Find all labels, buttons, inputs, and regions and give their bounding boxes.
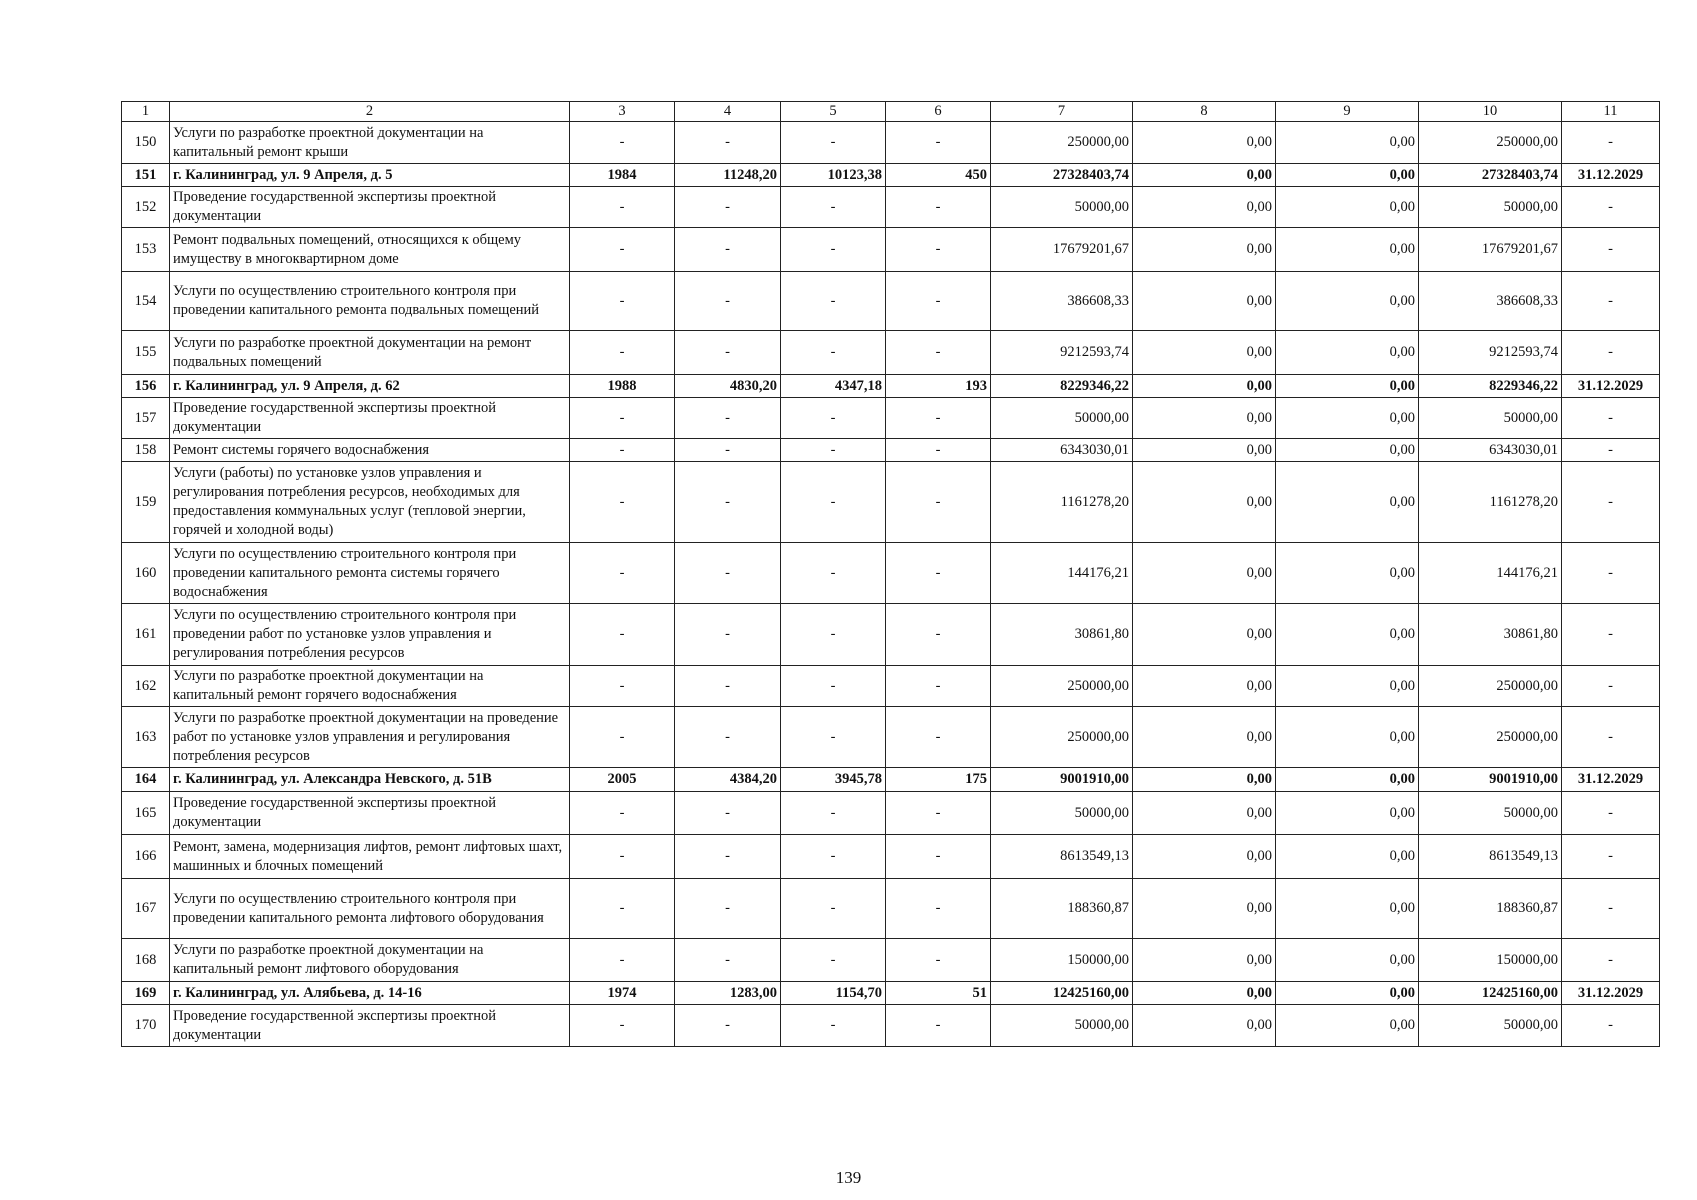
- description-cell: Услуги по осуществлению строительного контроля при проведении капитального ремонта системы горячего водоснабжения: [170, 543, 570, 604]
- header-cell: 11: [1562, 102, 1660, 122]
- year-cell: -: [570, 398, 675, 439]
- cost-col8-cell: 0,00: [1133, 462, 1276, 543]
- area-total-cell: -: [675, 462, 781, 543]
- total-cost-cell: 27328403,74: [991, 164, 1133, 187]
- description-cell: Услуги по разработке проектной документации на капитальный ремонт лифтового оборудования: [170, 939, 570, 982]
- deadline-cell: -: [1562, 604, 1660, 666]
- cost-col10-cell: 50000,00: [1419, 1005, 1562, 1047]
- description-cell: Проведение государственной экспертизы проектной документации: [170, 187, 570, 228]
- header-cell: 5: [781, 102, 886, 122]
- cost-col8-cell: 0,00: [1133, 792, 1276, 835]
- total-cost-cell: 50000,00: [991, 398, 1133, 439]
- cost-col8-cell: 0,00: [1133, 982, 1276, 1005]
- deadline-cell: -: [1562, 398, 1660, 439]
- deadline-cell: 31.12.2029: [1562, 375, 1660, 398]
- year-cell: -: [570, 666, 675, 707]
- area-total-cell: -: [675, 122, 781, 164]
- row-number-cell: 167: [122, 879, 170, 939]
- header-cell: 9: [1276, 102, 1419, 122]
- cost-col9-cell: 0,00: [1276, 462, 1419, 543]
- row-number-cell: 168: [122, 939, 170, 982]
- cost-col10-cell: 50000,00: [1419, 398, 1562, 439]
- cost-col10-cell: 8229346,22: [1419, 375, 1562, 398]
- cost-col10-cell: 50000,00: [1419, 187, 1562, 228]
- cost-col9-cell: 0,00: [1276, 1005, 1419, 1047]
- year-cell: -: [570, 187, 675, 228]
- area-living-cell: -: [781, 398, 886, 439]
- cost-col10-cell: 50000,00: [1419, 792, 1562, 835]
- deadline-cell: -: [1562, 439, 1660, 462]
- deadline-cell: -: [1562, 666, 1660, 707]
- year-cell: -: [570, 331, 675, 375]
- area-total-cell: -: [675, 439, 781, 462]
- residents-cell: -: [886, 398, 991, 439]
- cost-col8-cell: 0,00: [1133, 272, 1276, 331]
- work-item-row: [122, 462, 1660, 543]
- residents-cell: -: [886, 835, 991, 879]
- work-item-row: [122, 439, 1660, 462]
- residents-cell: -: [886, 122, 991, 164]
- residents-cell: -: [886, 939, 991, 982]
- total-cost-cell: 188360,87: [991, 879, 1133, 939]
- area-total-cell: -: [675, 543, 781, 604]
- cost-col10-cell: 9001910,00: [1419, 768, 1562, 792]
- area-total-cell: -: [675, 707, 781, 768]
- year-cell: -: [570, 835, 675, 879]
- work-item-row: [122, 666, 1660, 707]
- cost-col8-cell: 0,00: [1133, 375, 1276, 398]
- residents-cell: 450: [886, 164, 991, 187]
- row-number-cell: 151: [122, 164, 170, 187]
- work-item-row: [122, 187, 1660, 228]
- description-cell: Проведение государственной экспертизы проектной документации: [170, 398, 570, 439]
- description-cell: Услуги по осуществлению строительного контроля при проведении капитального ремонта подвальных помещений: [170, 272, 570, 331]
- deadline-cell: -: [1562, 331, 1660, 375]
- cost-col10-cell: 386608,33: [1419, 272, 1562, 331]
- area-total-cell: -: [675, 835, 781, 879]
- row-number-cell: 153: [122, 228, 170, 272]
- residents-cell: -: [886, 792, 991, 835]
- cost-col8-cell: 0,00: [1133, 164, 1276, 187]
- total-cost-cell: 50000,00: [991, 1005, 1133, 1047]
- cost-col10-cell: 250000,00: [1419, 122, 1562, 164]
- deadline-cell: -: [1562, 122, 1660, 164]
- deadline-cell: -: [1562, 543, 1660, 604]
- work-item-row: [122, 122, 1660, 164]
- header-cell: 2: [170, 102, 570, 122]
- area-living-cell: -: [781, 122, 886, 164]
- year-cell: 1984: [570, 164, 675, 187]
- cost-col10-cell: 6343030,01: [1419, 439, 1562, 462]
- row-number-cell: 159: [122, 462, 170, 543]
- deadline-cell: -: [1562, 835, 1660, 879]
- header-cell: 7: [991, 102, 1133, 122]
- description-cell: Ремонт подвальных помещений, относящихся к общему имуществу в многоквартирном доме: [170, 228, 570, 272]
- cost-col8-cell: 0,00: [1133, 122, 1276, 164]
- area-living-cell: -: [781, 879, 886, 939]
- residents-cell: 175: [886, 768, 991, 792]
- deadline-cell: 31.12.2029: [1562, 982, 1660, 1005]
- year-cell: -: [570, 1005, 675, 1047]
- cost-col10-cell: 144176,21: [1419, 543, 1562, 604]
- deadline-cell: -: [1562, 228, 1660, 272]
- row-number-cell: 166: [122, 835, 170, 879]
- area-living-cell: 4347,18: [781, 375, 886, 398]
- area-living-cell: -: [781, 835, 886, 879]
- row-number-cell: 164: [122, 768, 170, 792]
- row-number-cell: 152: [122, 187, 170, 228]
- row-number-cell: 165: [122, 792, 170, 835]
- deadline-cell: -: [1562, 1005, 1660, 1047]
- cost-col9-cell: 0,00: [1276, 768, 1419, 792]
- cost-col10-cell: 250000,00: [1419, 666, 1562, 707]
- cost-col9-cell: 0,00: [1276, 879, 1419, 939]
- total-cost-cell: 150000,00: [991, 939, 1133, 982]
- description-cell: Проведение государственной экспертизы проектной документации: [170, 1005, 570, 1047]
- total-cost-cell: 9001910,00: [991, 768, 1133, 792]
- description-cell: Ремонт, замена, модернизация лифтов, ремонт лифтовых шахт, машинных и блочных помещений: [170, 835, 570, 879]
- area-living-cell: -: [781, 272, 886, 331]
- work-plan-table: [121, 101, 1660, 1047]
- year-cell: -: [570, 792, 675, 835]
- area-total-cell: -: [675, 604, 781, 666]
- cost-col9-cell: 0,00: [1276, 439, 1419, 462]
- cost-col8-cell: 0,00: [1133, 543, 1276, 604]
- residents-cell: -: [886, 1005, 991, 1047]
- row-number-cell: 163: [122, 707, 170, 768]
- work-item-row: [122, 792, 1660, 835]
- work-item-row: [122, 272, 1660, 331]
- area-total-cell: -: [675, 398, 781, 439]
- total-cost-cell: 250000,00: [991, 666, 1133, 707]
- total-cost-cell: 12425160,00: [991, 982, 1133, 1005]
- area-living-cell: -: [781, 792, 886, 835]
- area-total-cell: -: [675, 666, 781, 707]
- area-living-cell: -: [781, 543, 886, 604]
- year-cell: 1988: [570, 375, 675, 398]
- total-cost-cell: 250000,00: [991, 122, 1133, 164]
- cost-col10-cell: 250000,00: [1419, 707, 1562, 768]
- area-living-cell: -: [781, 462, 886, 543]
- total-cost-cell: 50000,00: [991, 187, 1133, 228]
- year-cell: -: [570, 707, 675, 768]
- description-cell: Услуги по разработке проектной документации на ремонт подвальных помещений: [170, 331, 570, 375]
- residents-cell: -: [886, 604, 991, 666]
- header-cell: 6: [886, 102, 991, 122]
- row-number-cell: 158: [122, 439, 170, 462]
- column-number-header-row: [122, 102, 1660, 122]
- cost-col9-cell: 0,00: [1276, 398, 1419, 439]
- cost-col9-cell: 0,00: [1276, 939, 1419, 982]
- row-number-cell: 169: [122, 982, 170, 1005]
- cost-col8-cell: 0,00: [1133, 398, 1276, 439]
- description-cell: Услуги по осуществлению строительного контроля при проведении капитального ремонта лифтового оборудования: [170, 879, 570, 939]
- address-row: [122, 375, 1660, 398]
- deadline-cell: -: [1562, 462, 1660, 543]
- area-living-cell: -: [781, 228, 886, 272]
- residents-cell: -: [886, 228, 991, 272]
- cost-col9-cell: 0,00: [1276, 792, 1419, 835]
- description-cell: Ремонт системы горячего водоснабжения: [170, 439, 570, 462]
- total-cost-cell: 17679201,67: [991, 228, 1133, 272]
- cost-col10-cell: 150000,00: [1419, 939, 1562, 982]
- header-cell: 1: [122, 102, 170, 122]
- area-living-cell: -: [781, 604, 886, 666]
- cost-col8-cell: 0,00: [1133, 331, 1276, 375]
- residents-cell: -: [886, 462, 991, 543]
- area-total-cell: -: [675, 331, 781, 375]
- cost-col8-cell: 0,00: [1133, 187, 1276, 228]
- year-cell: 1974: [570, 982, 675, 1005]
- description-cell: Услуги по осуществлению строительного контроля при проведении работ по установке узлов управления и регулирования потребления ресурсов: [170, 604, 570, 666]
- total-cost-cell: 1161278,20: [991, 462, 1133, 543]
- area-total-cell: -: [675, 187, 781, 228]
- row-number-cell: 154: [122, 272, 170, 331]
- residents-cell: 193: [886, 375, 991, 398]
- description-cell: Услуги по разработке проектной документации на проведение работ по установке узлов управления и регулирования потребления ресурсов: [170, 707, 570, 768]
- cost-col9-cell: 0,00: [1276, 543, 1419, 604]
- work-item-row: [122, 543, 1660, 604]
- description-cell: г. Калининград, ул. Александра Невского, д. 51В: [170, 768, 570, 792]
- cost-col10-cell: 27328403,74: [1419, 164, 1562, 187]
- row-number-cell: 157: [122, 398, 170, 439]
- area-living-cell: -: [781, 439, 886, 462]
- cost-col8-cell: 0,00: [1133, 939, 1276, 982]
- address-row: [122, 982, 1660, 1005]
- cost-col9-cell: 0,00: [1276, 666, 1419, 707]
- address-row: [122, 768, 1660, 792]
- cost-col9-cell: 0,00: [1276, 982, 1419, 1005]
- table-body: [122, 102, 1660, 1047]
- year-cell: -: [570, 439, 675, 462]
- cost-col10-cell: 30861,80: [1419, 604, 1562, 666]
- cost-col10-cell: 17679201,67: [1419, 228, 1562, 272]
- area-living-cell: -: [781, 939, 886, 982]
- work-item-row: [122, 707, 1660, 768]
- work-item-row: [122, 228, 1660, 272]
- residents-cell: -: [886, 331, 991, 375]
- total-cost-cell: 50000,00: [991, 792, 1133, 835]
- work-item-row: [122, 604, 1660, 666]
- residents-cell: -: [886, 187, 991, 228]
- area-total-cell: -: [675, 792, 781, 835]
- description-cell: г. Калининград, ул. 9 Апреля, д. 62: [170, 375, 570, 398]
- header-cell: 3: [570, 102, 675, 122]
- cost-col8-cell: 0,00: [1133, 707, 1276, 768]
- residents-cell: -: [886, 666, 991, 707]
- page-number: 139: [835, 1168, 862, 1187]
- work-item-row: [122, 879, 1660, 939]
- year-cell: -: [570, 939, 675, 982]
- cost-col8-cell: 0,00: [1133, 1005, 1276, 1047]
- deadline-cell: -: [1562, 187, 1660, 228]
- row-number-cell: 162: [122, 666, 170, 707]
- area-living-cell: -: [781, 1005, 886, 1047]
- total-cost-cell: 250000,00: [991, 707, 1133, 768]
- residents-cell: -: [886, 543, 991, 604]
- deadline-cell: -: [1562, 707, 1660, 768]
- cost-col10-cell: 8613549,13: [1419, 835, 1562, 879]
- deadline-cell: -: [1562, 879, 1660, 939]
- total-cost-cell: 30861,80: [991, 604, 1133, 666]
- total-cost-cell: 9212593,74: [991, 331, 1133, 375]
- year-cell: -: [570, 122, 675, 164]
- cost-col9-cell: 0,00: [1276, 707, 1419, 768]
- year-cell: 2005: [570, 768, 675, 792]
- cost-col9-cell: 0,00: [1276, 331, 1419, 375]
- row-number-cell: 156: [122, 375, 170, 398]
- cost-col8-cell: 0,00: [1133, 604, 1276, 666]
- year-cell: -: [570, 604, 675, 666]
- work-item-row: [122, 1005, 1660, 1047]
- work-item-row: [122, 939, 1660, 982]
- residents-cell: 51: [886, 982, 991, 1005]
- header-cell: 10: [1419, 102, 1562, 122]
- cost-col8-cell: 0,00: [1133, 835, 1276, 879]
- cost-col9-cell: 0,00: [1276, 835, 1419, 879]
- area-living-cell: -: [781, 666, 886, 707]
- cost-col9-cell: 0,00: [1276, 164, 1419, 187]
- area-total-cell: 4830,20: [675, 375, 781, 398]
- area-living-cell: -: [781, 187, 886, 228]
- description-cell: г. Калининград, ул. Алябьева, д. 14-16: [170, 982, 570, 1005]
- area-total-cell: 4384,20: [675, 768, 781, 792]
- deadline-cell: 31.12.2029: [1562, 768, 1660, 792]
- residents-cell: -: [886, 707, 991, 768]
- header-cell: 8: [1133, 102, 1276, 122]
- cost-col10-cell: 1161278,20: [1419, 462, 1562, 543]
- address-row: [122, 164, 1660, 187]
- deadline-cell: -: [1562, 792, 1660, 835]
- year-cell: -: [570, 272, 675, 331]
- cost-col8-cell: 0,00: [1133, 439, 1276, 462]
- header-cell: 4: [675, 102, 781, 122]
- work-item-row: [122, 835, 1660, 879]
- cost-col9-cell: 0,00: [1276, 375, 1419, 398]
- cost-col9-cell: 0,00: [1276, 122, 1419, 164]
- row-number-cell: 160: [122, 543, 170, 604]
- total-cost-cell: 8229346,22: [991, 375, 1133, 398]
- area-living-cell: 3945,78: [781, 768, 886, 792]
- row-number-cell: 155: [122, 331, 170, 375]
- cost-col8-cell: 0,00: [1133, 228, 1276, 272]
- area-total-cell: -: [675, 939, 781, 982]
- year-cell: -: [570, 228, 675, 272]
- cost-col9-cell: 0,00: [1276, 604, 1419, 666]
- area-total-cell: -: [675, 879, 781, 939]
- work-item-row: [122, 398, 1660, 439]
- work-item-row: [122, 331, 1660, 375]
- description-cell: г. Калининград, ул. 9 Апреля, д. 5: [170, 164, 570, 187]
- cost-col10-cell: 12425160,00: [1419, 982, 1562, 1005]
- residents-cell: -: [886, 439, 991, 462]
- year-cell: -: [570, 543, 675, 604]
- cost-col10-cell: 9212593,74: [1419, 331, 1562, 375]
- cost-col9-cell: 0,00: [1276, 228, 1419, 272]
- residents-cell: -: [886, 272, 991, 331]
- year-cell: -: [570, 879, 675, 939]
- cost-col8-cell: 0,00: [1133, 879, 1276, 939]
- area-total-cell: -: [675, 272, 781, 331]
- area-total-cell: 1283,00: [675, 982, 781, 1005]
- cost-col10-cell: 188360,87: [1419, 879, 1562, 939]
- description-cell: Услуги (работы) по установке узлов управления и регулирования потребления ресурсов, необходимых для предоставления коммунальных услуг (тепловой энергии, горячей и холодной воды): [170, 462, 570, 543]
- total-cost-cell: 144176,21: [991, 543, 1133, 604]
- area-total-cell: 11248,20: [675, 164, 781, 187]
- year-cell: -: [570, 462, 675, 543]
- row-number-cell: 161: [122, 604, 170, 666]
- total-cost-cell: 386608,33: [991, 272, 1133, 331]
- cost-col9-cell: 0,00: [1276, 272, 1419, 331]
- area-living-cell: -: [781, 707, 886, 768]
- deadline-cell: -: [1562, 272, 1660, 331]
- cost-col8-cell: 0,00: [1133, 768, 1276, 792]
- cost-col9-cell: 0,00: [1276, 187, 1419, 228]
- area-total-cell: -: [675, 1005, 781, 1047]
- area-total-cell: -: [675, 228, 781, 272]
- total-cost-cell: 8613549,13: [991, 835, 1133, 879]
- total-cost-cell: 6343030,01: [991, 439, 1133, 462]
- area-living-cell: 1154,70: [781, 982, 886, 1005]
- cost-col8-cell: 0,00: [1133, 666, 1276, 707]
- row-number-cell: 170: [122, 1005, 170, 1047]
- row-number-cell: 150: [122, 122, 170, 164]
- deadline-cell: -: [1562, 939, 1660, 982]
- residents-cell: -: [886, 879, 991, 939]
- area-living-cell: -: [781, 331, 886, 375]
- description-cell: Проведение государственной экспертизы проектной документации: [170, 792, 570, 835]
- deadline-cell: 31.12.2029: [1562, 164, 1660, 187]
- area-living-cell: 10123,38: [781, 164, 886, 187]
- description-cell: Услуги по разработке проектной документации на капитальный ремонт горячего водоснабжения: [170, 666, 570, 707]
- description-cell: Услуги по разработке проектной документации на капитальный ремонт крыши: [170, 122, 570, 164]
